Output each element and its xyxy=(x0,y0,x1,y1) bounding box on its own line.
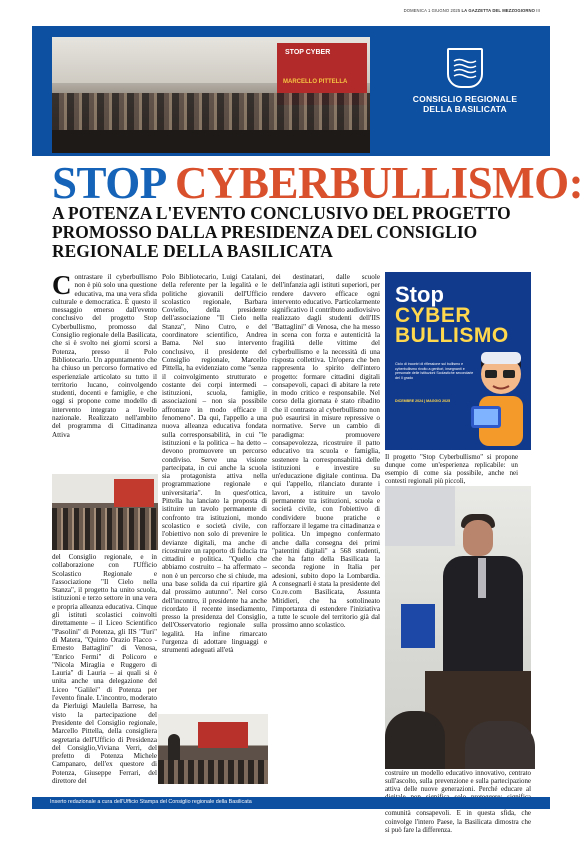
poster-line-2: CYBER xyxy=(395,304,472,327)
poster-description: Ciclo di incontri di riflessione sul bullismo e cyberbullismo rivolto a genitori, insegnanti e personale delle Istituzioni Scolastiche secondarie del II grado xyxy=(395,362,474,380)
photo-chairs xyxy=(52,130,370,153)
poster-character-icon xyxy=(471,346,527,446)
coat-of-arms-icon xyxy=(447,48,483,88)
audience-head-1 xyxy=(385,711,445,769)
article-text-4a: Il progetto "Stop Cyberbullismo" si propone dunque come un'esperienza replicabile: un esempio di come sia possibile, anche nei contesti regionali più piccoli, xyxy=(385,454,518,486)
audience-head-2 xyxy=(465,721,535,769)
speaker-background-screen xyxy=(385,486,455,546)
banner-photo xyxy=(52,37,370,153)
headline-part-2: CYBERBULLISMO: xyxy=(175,158,583,208)
conference-screen xyxy=(114,479,154,507)
headline-subtitle: A POTENZA L'EVENTO CONCLUSIVO DEL PROGETTO PROMOSSO DALLA PRESIDENZA DEL CONSIGLIO REGIONALE DELLA BASILICATA xyxy=(52,203,511,261)
article-text-3a: dei destinatari, dalle scuole dell'infanzia agli istituti superiori, per rendere davvero efficace ogni intervento educativo. Particolarmente significativo il contributo audiovisivo realizzato dagli studenti dell'IIS "Battaglini" di Venosa, che ha messo in scena con forza e autenticità la fragilità delle vittime del cyberbullismo e la necessità di una risposta collettiva. Un'opera che ben rappresenta lo spirito dell'intero progetto: formare cittadini digitali consapevoli, capaci di abitare la rete in modo critico e responsabile. Nel corso della giornata è stato ribadito che il contrasto al cyberbullismo non può esaurirsi in misure repressive o normative. Serve un cambio di paradigma: promuovere consapevolezza, ricostruire il patto educativo tra scuola e famiglia, sostenere la corresponsabilità delle istituzioni e investire su un'educazione digitale continua. Da qui l'appello, rilanciato durante i lavori, a istituire un tavolo permanente tra istituzioni, scuola e società civile, con l'obiettivo di condividere buone pratiche e rafforzare il legame tra cittadinanza e politica. Un impegno confermato anche dalla consegna dei primi "patentini digitali" a 568 studenti, che ha fatto della Basilicata la seconda regione in Italia per adesioni, subito dopo la Lombardia. A consegnarli è stata la presidente del Co.re.com Basilicata, Assunta Mitidieri, che ha sottolineato l'importanza di estendere l'iniziativa a tutte le scuole del territorio già dal prossimo anno scolastico. xyxy=(272,273,380,630)
header-newspaper: LA GAZZETTA DEL MEZZOGIORNO xyxy=(461,8,535,13)
article-text-1b: del Consiglio regionale, e in collaborazione con l'Ufficio Scolastico Regionale e l'associazione "Il Cielo nella Stanza", il progetto ha unito scuola, istituzioni e terzo settore in una vera e propria alleanza educativa. Cinque gli istituti scolastici coinvolti direttamente – il Liceo Scientifico "Pasolini" di Potenza, gli IIS "Turi" di Matera, "Quinto Orazio Flacco - Ernesto Battaglini" di Venosa, "Enrico Fermi" di Policoro e "Nicola Miraglia e Ruggero di Lauria" di Lauria – ai quali si è unita anche una delegazione del Liceo "Galilei" di Potenza per l'evento finale. L'incontro, moderato da Pierluigi Maulella Barrese, ha visto la partecipazione del Presidente del Consiglio regionale, Marcello Pittella, della consigliera segretaria dell'Ufficio di Presidenza del Consiglio,Viviana Verri, del prefetto di Potenza Michele Campanaro, dell'ex questore di Potenza, Giuseppe Ferrari, del direttore del xyxy=(52,553,157,786)
consiglio-logo xyxy=(400,48,530,114)
inset-screen xyxy=(198,722,248,748)
drop-cap: C xyxy=(52,270,72,300)
photo-screen-name: MARCELLO PITTELLA xyxy=(283,79,348,85)
speaker-head xyxy=(463,520,493,556)
article-column-1-bottom xyxy=(52,553,157,797)
header-date: DOMENICA 1 GIUGNO 2025 xyxy=(403,8,461,13)
logo-line-2: DELLA BASILICATA xyxy=(423,104,507,114)
speaker-photo xyxy=(385,486,531,769)
headline-part-1: STOP xyxy=(52,158,165,208)
eu-flag xyxy=(401,604,435,648)
footer-bar xyxy=(32,797,550,809)
inset-audience xyxy=(158,760,268,784)
article-column-4-bottom xyxy=(385,770,531,834)
speaker-tie xyxy=(478,558,486,598)
article-text-4b: costruire un modello educativo innovativo, centrato sull'ascolto, sulla prevenzione e sulla partecipazione attiva delle nuove generazioni. Perché educare al comunità consapevoli. E in questa sfida, che coinvolge l'intero Paese, la Basilicata dimostra che si può fare la differenza. xyxy=(385,770,531,834)
headline xyxy=(52,160,583,206)
photo-screen-title: STOP CYBER xyxy=(285,49,331,56)
poster-dates: DICEMBRE 2024 | MAGGIO 2025 xyxy=(395,399,451,403)
footer-text: Inserto redazionale a cura dell'Ufficio Stampa del Consiglio regionale della Basilicata xyxy=(50,799,252,805)
logo-line-1: CONSIGLIO REGIONALE xyxy=(412,94,518,104)
inset-photo xyxy=(158,714,268,784)
article-column-1-top xyxy=(52,270,157,471)
header-page: III xyxy=(536,8,540,13)
article-column-3 xyxy=(272,273,380,797)
page-header xyxy=(0,8,580,18)
article-text-2a: Polo Bibliotecario, Luigi Catalani, della referente per la legalità e le politiche giovanili dell'Ufficio scolastico regionale, Barbara Coviello, della presidente dell'associazione "Il Cielo nella Stanza", Nino Cutro, e del coordinatore scientifico, Andrea Bama. Nel suo intervento conclusivo, il presidente del Consiglio regionale, Marcello Pittella, ha evidenziato come "senza il coinvolgimento strutturato e costante dei corpi intermedi – istituzioni, scuola, famiglie, associazioni – non sia possibile affrontare in modo efficace il fenomeno". Da qui, l'appello a una nuova alleanza educativa fondata sulla corresponsabilità, in cui "le istituzioni e la politica – ha detto – devono promuovere un percorso condiviso. Serve una visione partecipata, in cui anche la scuola sia protagonista attiva nella programmazione regionale e universitaria". In quest'ottica, Pittella ha lanciato la proposta di istituire un tavolo permanente di confronto tra istituzioni, mondo scolastico e società civile, con l'obiettivo non solo di prevenire le devianze digitali, ma anche di ricostruire un rapporto di fiducia tra cittadini e politica. "Quello che abbiamo costruito – ha affermato – non è un percorso che si chiude, ma una base solida da cui ripartire già dal prossimo autunno". Nel corso dell'incontro, il presidente ha anche ricordato il recente insediamento, presso la presidenza del Consiglio, dell'Osservatorio regionale sulla legalità. Ha infine rimarcato l'urgenza di adottare linguaggi e strumenti adeguati all'età xyxy=(162,273,267,655)
stop-cyberbullismo-poster xyxy=(385,272,531,450)
poster-line-3: BULLISMO xyxy=(395,324,509,347)
article-text-1a: ontrastare il cyberbullismo non è più solo una questione educativa, ma una vera sfida culturale e democratica. È questo il messaggio emerso dall'evento conclusivo del progetto Stop Cyberbullismo, promosso dal Consiglio regionale della Basilicata, che si è svolto nei giorni scorsi a Potenza, presso il Polo Bibliotecario. Un appuntamento che ha chiuso un percorso formativo ed esperienziale articolato su tutto il territorio lucano, coinvolgendo studenti, docenti e famiglie, e che oggi si propone come modello di intervento integrato a livello nazionale. Realizzato nell'ambito del programma di Cittadinanza Attiva xyxy=(52,273,157,439)
poster-line-1: Stop xyxy=(395,282,444,307)
article-column-2 xyxy=(162,273,267,709)
conference-audience xyxy=(52,508,158,550)
conference-photo xyxy=(52,474,158,550)
